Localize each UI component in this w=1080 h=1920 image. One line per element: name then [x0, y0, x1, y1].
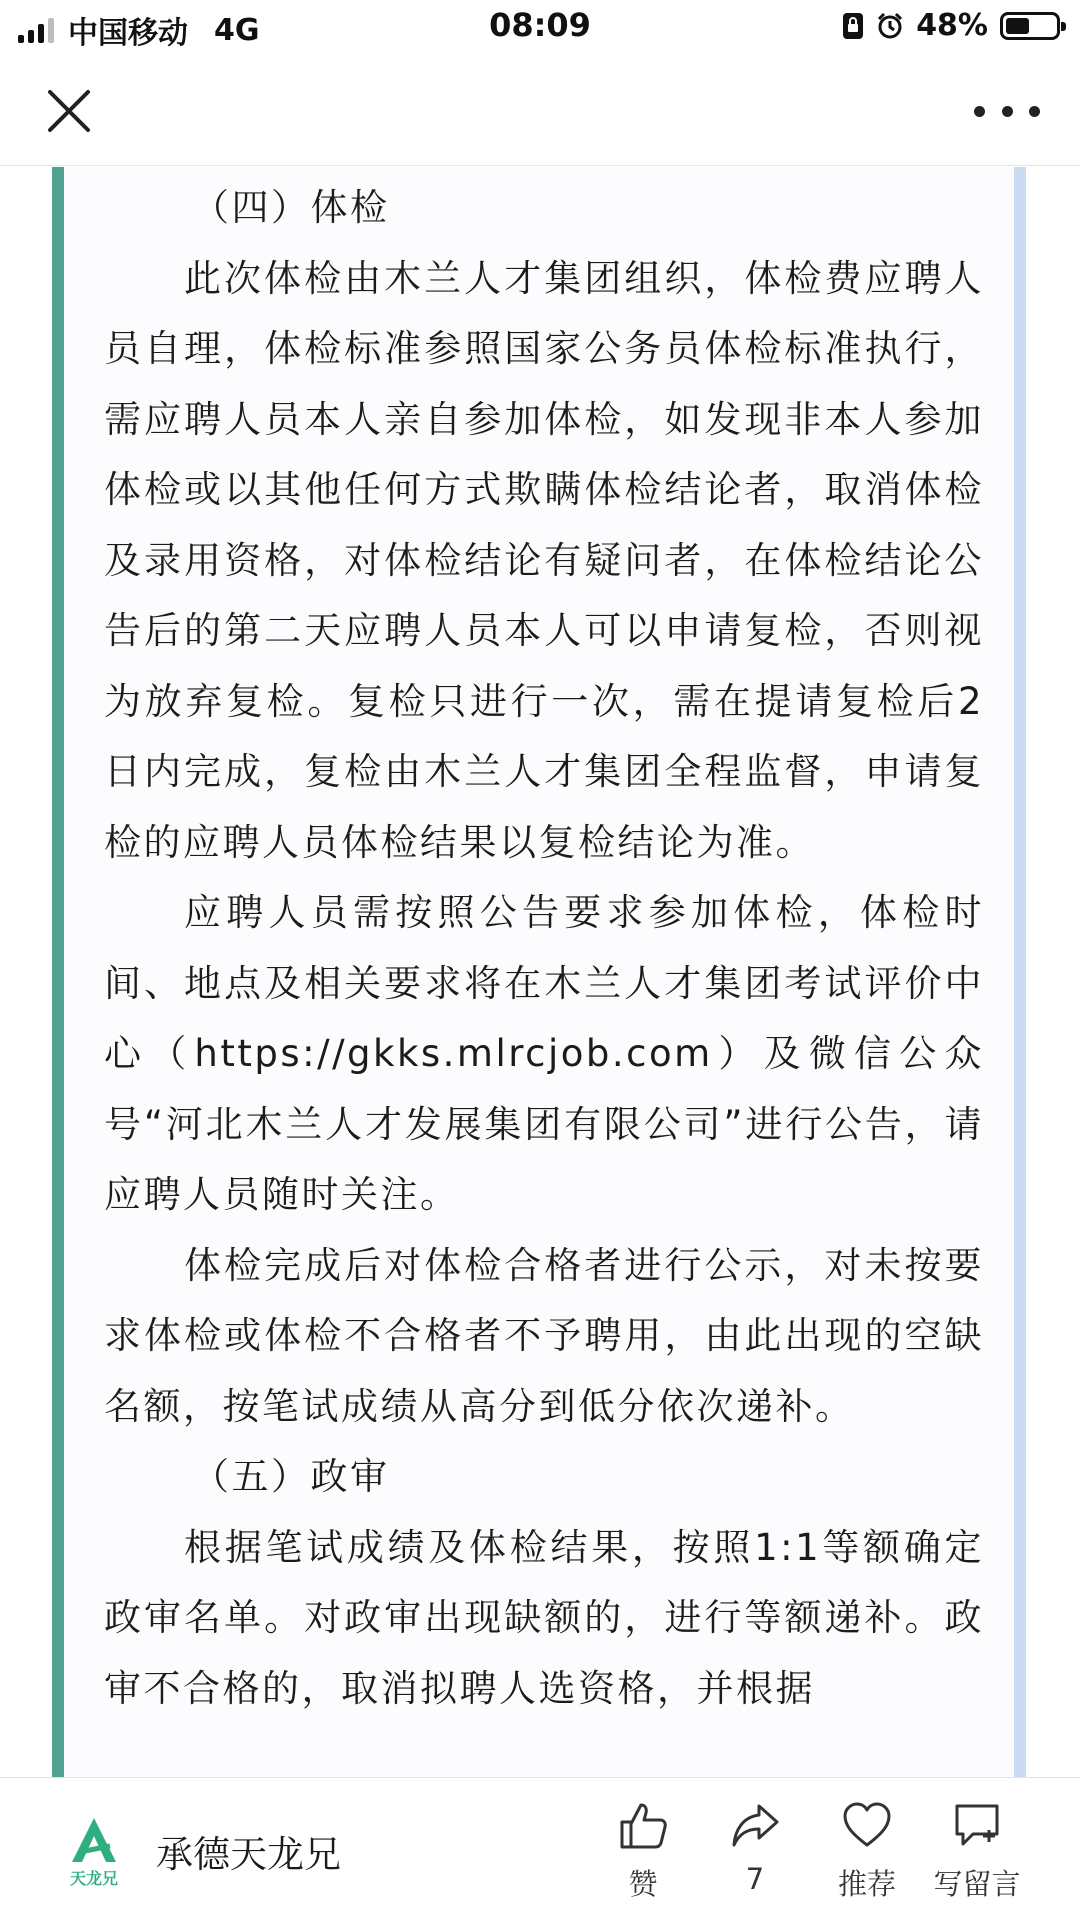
- battery-level: [1006, 18, 1029, 34]
- thumbs-up-icon: [617, 1800, 669, 1852]
- alarm-icon: [876, 12, 904, 40]
- network-type: 4G: [214, 12, 260, 48]
- article-body: [104, 173, 984, 1724]
- carrier-name: 中国移动: [68, 16, 188, 51]
- share-arrow-icon: [729, 1800, 781, 1852]
- author-name[interactable]: 承德天龙兄: [156, 1833, 341, 1876]
- status-right: [842, 8, 1060, 43]
- section-heading-5: （五）政审: [192, 1455, 390, 1498]
- battery-icon: [1000, 12, 1060, 40]
- like-label: 赞: [628, 1867, 658, 1901]
- author-logo-icon: [60, 1816, 128, 1888]
- comment-label: 写留言: [933, 1867, 1021, 1901]
- status-bar: [0, 0, 1080, 56]
- paragraph-3: 体检完成后对体检合格者进行公示，对未按要求体检或体检不合格者不予聘用，由此出现的空缺名额，按笔试成绩从高分到低分依次递补。: [104, 1243, 984, 1428]
- more-dot: [1029, 106, 1040, 117]
- nav-bar: [0, 56, 1080, 166]
- paragraph-2: 应聘人员需按照公告要求参加体检，体检时间、地点及相关要求将在木兰人才集团考试评价中心（https://gkks.mlrcjob.com）及微信公众号“河北木兰人才发展集团有限公司”进行公告，请应聘人员随时关注。: [104, 891, 984, 1216]
- section-heading-4: （四）体检: [192, 186, 390, 229]
- share-button[interactable]: [700, 1800, 810, 1896]
- close-icon: [44, 86, 94, 136]
- more-button[interactable]: [974, 96, 1040, 126]
- logo-text: 天龙兄: [69, 1869, 119, 1888]
- lock-rotation-icon: [842, 12, 864, 40]
- more-dot: [1002, 106, 1013, 117]
- recommend-button[interactable]: [812, 1800, 922, 1903]
- paragraph-4: 根据笔试成绩及体检结果，按照1:1等额确定政审名单。对政审出现缺额的，进行等额递补。政审不合格的，取消拟聘人选资格，并根据: [104, 1525, 984, 1710]
- comment-icon: [951, 1800, 1003, 1852]
- like-button[interactable]: [588, 1800, 698, 1903]
- battery-percent: 48%: [916, 8, 988, 43]
- more-dot: [974, 106, 985, 117]
- close-button[interactable]: [44, 86, 94, 136]
- article-viewport[interactable]: [0, 167, 1080, 1777]
- share-count: 7: [745, 1862, 765, 1896]
- clock: 08:09: [489, 6, 591, 44]
- comment-button[interactable]: [922, 1800, 1032, 1903]
- bottom-action-bar: [0, 1777, 1080, 1920]
- paragraph-1: 此次体检由木兰人才集团组织，体检费应聘人员自理，体检标准参照国家公务员体检标准执行，需应聘人员本人亲自参加体检，如发现非本人参加体检或以其他任何方式欺瞒体检结论者，取消体检及录用资格，对体检结论有疑问者，在体检结论公告后的第二天应聘人员本人可以申请复检，否则视为放弃复检。复检只进行一次，需在提请复检后2日内完成，复检由木兰人才集团全程监督，申请复检的应聘人员体检结果以复检结论为准。: [104, 256, 984, 864]
- heart-icon: [841, 1800, 893, 1852]
- author-avatar[interactable]: [60, 1816, 128, 1888]
- recommend-label: 推荐: [837, 1867, 896, 1901]
